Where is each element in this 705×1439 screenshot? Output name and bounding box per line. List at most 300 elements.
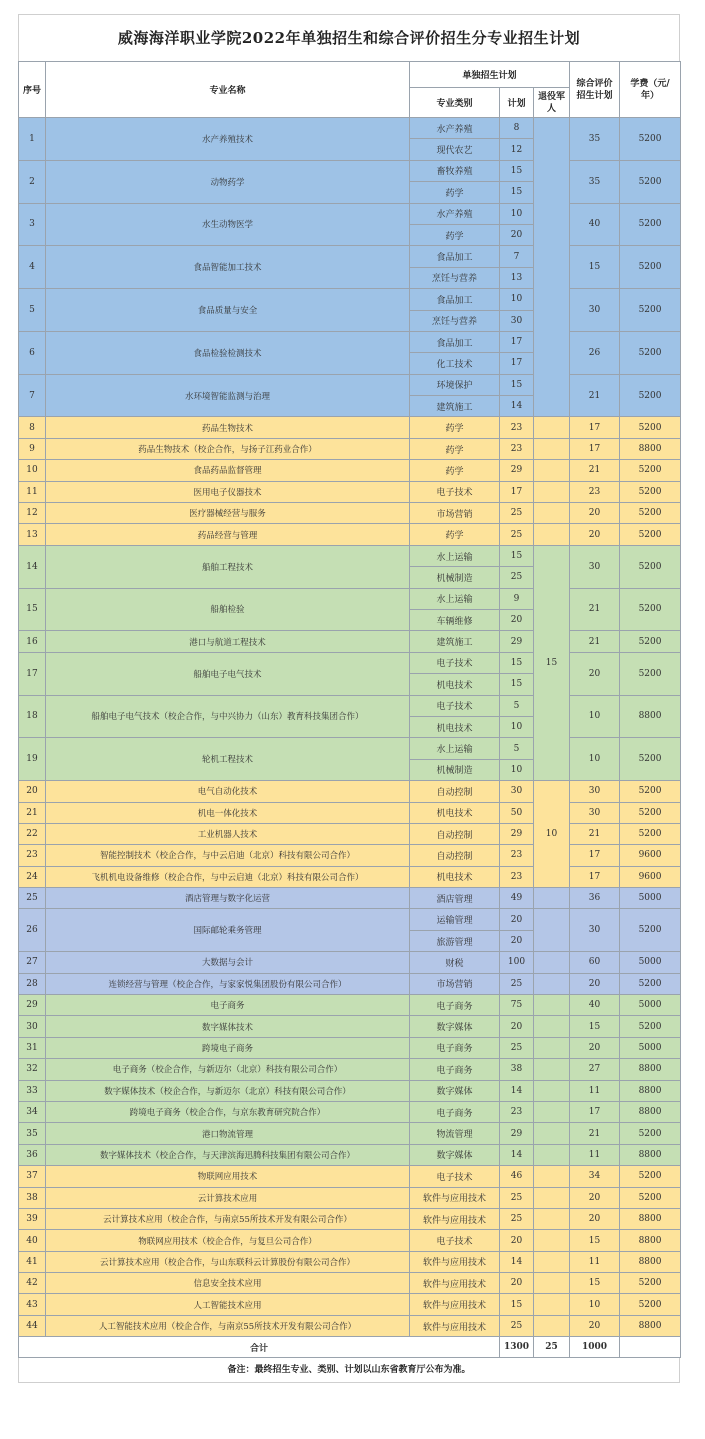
row-veteran bbox=[534, 438, 570, 459]
row-category: 机械制造 bbox=[410, 567, 500, 588]
row-tuition: 8800 bbox=[620, 1315, 681, 1336]
row-tuition: 5200 bbox=[620, 246, 681, 289]
header-single-plan: 单独招生计划 bbox=[410, 62, 570, 88]
row-tuition: 8800 bbox=[620, 1208, 681, 1229]
table-row bbox=[19, 909, 681, 930]
row-veteran bbox=[534, 1123, 570, 1144]
row-comprehensive: 20 bbox=[570, 973, 620, 994]
row-plan: 14 bbox=[500, 1080, 534, 1101]
row-tuition: 8800 bbox=[620, 1080, 681, 1101]
row-veteran bbox=[534, 1016, 570, 1037]
row-veteran bbox=[534, 1315, 570, 1336]
table-body bbox=[19, 118, 681, 1337]
row-plan: 20 bbox=[500, 930, 534, 951]
row-category: 软件与应用技术 bbox=[410, 1294, 500, 1315]
row-major-name: 跨境电子商务 bbox=[46, 1037, 410, 1058]
row-major-name: 医疗器械经营与服务 bbox=[46, 503, 410, 524]
row-major-name: 机电一体化技术 bbox=[46, 802, 410, 823]
row-comprehensive: 20 bbox=[570, 1208, 620, 1229]
row-category: 电子技术 bbox=[410, 481, 500, 502]
row-seq: 10 bbox=[19, 460, 46, 481]
row-major-name: 云计算技术应用（校企合作，与南京55所技术开发有限公司合作） bbox=[46, 1208, 410, 1229]
row-category: 现代农艺 bbox=[410, 139, 500, 160]
row-comprehensive: 10 bbox=[570, 1294, 620, 1315]
row-veteran bbox=[534, 1166, 570, 1187]
table-row bbox=[19, 481, 681, 502]
row-comprehensive: 15 bbox=[570, 1273, 620, 1294]
row-category: 机械制造 bbox=[410, 759, 500, 780]
row-category: 水上运输 bbox=[410, 738, 500, 759]
row-category: 数字媒体 bbox=[410, 1016, 500, 1037]
table-row bbox=[19, 1208, 681, 1229]
row-major-name: 大数据与会计 bbox=[46, 952, 410, 973]
row-category: 水产养殖 bbox=[410, 118, 500, 139]
row-tuition: 5000 bbox=[620, 1037, 681, 1058]
row-major-name: 人工智能技术应用（校企合作，与南京55所技术开发有限公司合作） bbox=[46, 1315, 410, 1336]
row-major-name: 食品检验检测技术 bbox=[46, 331, 410, 374]
row-category: 食品加工 bbox=[410, 246, 500, 267]
row-tuition: 5000 bbox=[620, 888, 681, 909]
row-category: 数字媒体 bbox=[410, 1080, 500, 1101]
row-major-name: 药品生物技术 bbox=[46, 417, 410, 438]
row-comprehensive: 20 bbox=[570, 652, 620, 695]
row-major-name: 动物药学 bbox=[46, 160, 410, 203]
row-veteran: 10 bbox=[534, 781, 570, 888]
header-name: 专业名称 bbox=[46, 62, 410, 118]
row-major-name: 食品智能加工技术 bbox=[46, 246, 410, 289]
row-major-name: 船舶工程技术 bbox=[46, 545, 410, 588]
table-row bbox=[19, 1294, 681, 1315]
row-comprehensive: 35 bbox=[570, 160, 620, 203]
row-tuition: 5200 bbox=[620, 652, 681, 695]
table-row bbox=[19, 738, 681, 759]
table-row bbox=[19, 588, 681, 609]
header-category: 专业类别 bbox=[410, 88, 500, 118]
row-major-name: 医用电子仪器技术 bbox=[46, 481, 410, 502]
row-seq: 2 bbox=[19, 160, 46, 203]
row-veteran bbox=[534, 1101, 570, 1122]
row-seq: 35 bbox=[19, 1123, 46, 1144]
row-category: 自动控制 bbox=[410, 845, 500, 866]
row-plan: 20 bbox=[500, 909, 534, 930]
header-veteran: 退役军人 bbox=[534, 88, 570, 118]
row-major-name: 水生动物医学 bbox=[46, 203, 410, 246]
row-major-name: 电子商务 bbox=[46, 995, 410, 1016]
row-tuition: 8800 bbox=[620, 1230, 681, 1251]
row-comprehensive: 21 bbox=[570, 460, 620, 481]
row-plan: 25 bbox=[500, 503, 534, 524]
row-plan: 10 bbox=[500, 289, 534, 310]
row-tuition: 5200 bbox=[620, 374, 681, 417]
row-comprehensive: 20 bbox=[570, 503, 620, 524]
row-plan: 49 bbox=[500, 888, 534, 909]
row-plan: 20 bbox=[500, 1230, 534, 1251]
row-category: 数字媒体 bbox=[410, 1144, 500, 1165]
row-veteran bbox=[534, 118, 570, 417]
row-veteran bbox=[534, 460, 570, 481]
row-veteran bbox=[534, 524, 570, 545]
row-category: 畜牧养殖 bbox=[410, 160, 500, 181]
row-veteran bbox=[534, 481, 570, 502]
row-plan: 46 bbox=[500, 1166, 534, 1187]
row-seq: 24 bbox=[19, 866, 46, 887]
row-comprehensive: 40 bbox=[570, 995, 620, 1016]
row-tuition: 8800 bbox=[620, 1101, 681, 1122]
row-seq: 27 bbox=[19, 952, 46, 973]
row-category: 物流管理 bbox=[410, 1123, 500, 1144]
row-tuition: 5200 bbox=[620, 524, 681, 545]
row-veteran bbox=[534, 1273, 570, 1294]
table-row bbox=[19, 1273, 681, 1294]
page-title: 威海海洋职业学院2022年单独招生和综合评价招生分专业招生计划 bbox=[18, 14, 680, 61]
row-category: 财税 bbox=[410, 952, 500, 973]
row-major-name: 食品药品监督管理 bbox=[46, 460, 410, 481]
row-comprehensive: 15 bbox=[570, 1016, 620, 1037]
row-category: 水上运输 bbox=[410, 588, 500, 609]
row-comprehensive: 34 bbox=[570, 1166, 620, 1187]
row-comprehensive: 35 bbox=[570, 118, 620, 161]
row-category: 药学 bbox=[410, 524, 500, 545]
row-tuition: 8800 bbox=[620, 1144, 681, 1165]
row-plan: 17 bbox=[500, 481, 534, 502]
table-row bbox=[19, 460, 681, 481]
row-major-name: 工业机器人技术 bbox=[46, 823, 410, 844]
row-plan: 100 bbox=[500, 952, 534, 973]
row-category: 药学 bbox=[410, 224, 500, 245]
row-seq: 7 bbox=[19, 374, 46, 417]
table-row bbox=[19, 1059, 681, 1080]
row-plan: 9 bbox=[500, 588, 534, 609]
table-row bbox=[19, 973, 681, 994]
table-row bbox=[19, 995, 681, 1016]
row-veteran bbox=[534, 1251, 570, 1272]
row-major-name: 轮机工程技术 bbox=[46, 738, 410, 781]
row-seq: 30 bbox=[19, 1016, 46, 1037]
row-category: 市场营销 bbox=[410, 503, 500, 524]
table-row bbox=[19, 331, 681, 352]
row-category: 软件与应用技术 bbox=[410, 1208, 500, 1229]
row-tuition: 5200 bbox=[620, 481, 681, 502]
row-major-name: 酒店管理与数字化运营 bbox=[46, 888, 410, 909]
row-major-name: 港口物流管理 bbox=[46, 1123, 410, 1144]
row-comprehensive: 21 bbox=[570, 588, 620, 631]
row-plan: 15 bbox=[500, 1294, 534, 1315]
row-category: 旅游管理 bbox=[410, 930, 500, 951]
row-comprehensive: 15 bbox=[570, 1230, 620, 1251]
row-veteran bbox=[534, 1080, 570, 1101]
row-veteran bbox=[534, 1059, 570, 1080]
table-row bbox=[19, 823, 681, 844]
total-row bbox=[19, 1337, 681, 1358]
row-comprehensive: 17 bbox=[570, 845, 620, 866]
row-category: 电子商务 bbox=[410, 1037, 500, 1058]
row-tuition: 5200 bbox=[620, 1294, 681, 1315]
row-category: 食品加工 bbox=[410, 331, 500, 352]
row-category: 运输管理 bbox=[410, 909, 500, 930]
table-row bbox=[19, 1251, 681, 1272]
row-category: 电子商务 bbox=[410, 995, 500, 1016]
table-row bbox=[19, 866, 681, 887]
row-plan: 12 bbox=[500, 139, 534, 160]
row-tuition: 5200 bbox=[620, 781, 681, 802]
row-seq: 39 bbox=[19, 1208, 46, 1229]
row-veteran bbox=[534, 1294, 570, 1315]
row-comprehensive: 36 bbox=[570, 888, 620, 909]
row-tuition: 5200 bbox=[620, 203, 681, 246]
table-row bbox=[19, 417, 681, 438]
row-major-name: 药品生物技术（校企合作，与扬子江药业合作） bbox=[46, 438, 410, 459]
row-seq: 20 bbox=[19, 781, 46, 802]
table-row bbox=[19, 1016, 681, 1037]
row-plan: 17 bbox=[500, 331, 534, 352]
row-seq: 21 bbox=[19, 802, 46, 823]
row-tuition: 5200 bbox=[620, 545, 681, 588]
row-tuition: 9600 bbox=[620, 845, 681, 866]
total-plan: 1300 bbox=[500, 1337, 534, 1358]
row-category: 建筑施工 bbox=[410, 396, 500, 417]
header-comprehensive: 综合评价招生计划 bbox=[570, 62, 620, 118]
row-plan: 23 bbox=[500, 438, 534, 459]
row-plan: 5 bbox=[500, 738, 534, 759]
row-major-name: 港口与航道工程技术 bbox=[46, 631, 410, 652]
table-row bbox=[19, 695, 681, 716]
row-tuition: 9600 bbox=[620, 866, 681, 887]
table-row bbox=[19, 952, 681, 973]
row-tuition: 5200 bbox=[620, 1273, 681, 1294]
total-label: 合计 bbox=[19, 1337, 500, 1358]
row-category: 自动控制 bbox=[410, 823, 500, 844]
row-tuition: 5200 bbox=[620, 909, 681, 952]
row-tuition: 5200 bbox=[620, 118, 681, 161]
row-tuition: 5200 bbox=[620, 1166, 681, 1187]
row-plan: 15 bbox=[500, 374, 534, 395]
row-category: 酒店管理 bbox=[410, 888, 500, 909]
row-veteran bbox=[534, 995, 570, 1016]
row-category: 电子技术 bbox=[410, 652, 500, 673]
row-seq: 14 bbox=[19, 545, 46, 588]
row-comprehensive: 40 bbox=[570, 203, 620, 246]
row-major-name: 物联网应用技术 bbox=[46, 1166, 410, 1187]
table-row bbox=[19, 1080, 681, 1101]
row-major-name: 数字媒体技术（校企合作，与新迈尔（北京）科技有限公司合作） bbox=[46, 1080, 410, 1101]
row-seq: 25 bbox=[19, 888, 46, 909]
row-plan: 23 bbox=[500, 845, 534, 866]
table-row bbox=[19, 524, 681, 545]
row-category: 软件与应用技术 bbox=[410, 1315, 500, 1336]
row-seq: 34 bbox=[19, 1101, 46, 1122]
row-major-name: 云计算技术应用 bbox=[46, 1187, 410, 1208]
row-category: 电子技术 bbox=[410, 695, 500, 716]
row-plan: 20 bbox=[500, 224, 534, 245]
row-plan: 30 bbox=[500, 310, 534, 331]
row-veteran bbox=[534, 909, 570, 952]
row-plan: 25 bbox=[500, 1037, 534, 1058]
row-category: 食品加工 bbox=[410, 289, 500, 310]
row-tuition: 5200 bbox=[620, 160, 681, 203]
row-major-name: 跨境电子商务（校企合作，与京东教育研究院合作） bbox=[46, 1101, 410, 1122]
row-comprehensive: 30 bbox=[570, 289, 620, 332]
row-veteran bbox=[534, 1144, 570, 1165]
row-seq: 22 bbox=[19, 823, 46, 844]
row-plan: 15 bbox=[500, 160, 534, 181]
row-tuition: 8800 bbox=[620, 695, 681, 738]
table-row bbox=[19, 1230, 681, 1251]
row-plan: 5 bbox=[500, 695, 534, 716]
row-comprehensive: 30 bbox=[570, 781, 620, 802]
row-seq: 6 bbox=[19, 331, 46, 374]
row-plan: 29 bbox=[500, 823, 534, 844]
row-plan: 25 bbox=[500, 524, 534, 545]
row-plan: 14 bbox=[500, 1251, 534, 1272]
row-major-name: 水环境智能监测与治理 bbox=[46, 374, 410, 417]
row-seq: 42 bbox=[19, 1273, 46, 1294]
row-plan: 20 bbox=[500, 1016, 534, 1037]
row-major-name: 国际邮轮乘务管理 bbox=[46, 909, 410, 952]
row-seq: 29 bbox=[19, 995, 46, 1016]
row-plan: 38 bbox=[500, 1059, 534, 1080]
row-plan: 17 bbox=[500, 353, 534, 374]
table-row bbox=[19, 888, 681, 909]
row-seq: 8 bbox=[19, 417, 46, 438]
row-category: 车辆维修 bbox=[410, 609, 500, 630]
table-row bbox=[19, 1144, 681, 1165]
row-veteran bbox=[534, 973, 570, 994]
row-plan: 29 bbox=[500, 1123, 534, 1144]
row-seq: 40 bbox=[19, 1230, 46, 1251]
enrollment-plan-sheet bbox=[18, 14, 680, 1383]
table-row bbox=[19, 1315, 681, 1336]
row-plan: 29 bbox=[500, 631, 534, 652]
row-seq: 11 bbox=[19, 481, 46, 502]
row-plan: 15 bbox=[500, 652, 534, 673]
row-category: 软件与应用技术 bbox=[410, 1273, 500, 1294]
row-major-name: 云计算技术应用（校企合作，与山东联科云计算股份有限公司合作） bbox=[46, 1251, 410, 1272]
row-seq: 3 bbox=[19, 203, 46, 246]
row-tuition: 5200 bbox=[620, 289, 681, 332]
row-plan: 15 bbox=[500, 182, 534, 203]
table-row bbox=[19, 503, 681, 524]
row-category: 水上运输 bbox=[410, 545, 500, 566]
row-category: 机电技术 bbox=[410, 802, 500, 823]
row-plan: 14 bbox=[500, 1144, 534, 1165]
row-tuition: 5200 bbox=[620, 738, 681, 781]
row-category: 化工技术 bbox=[410, 353, 500, 374]
row-veteran bbox=[534, 888, 570, 909]
row-plan: 29 bbox=[500, 460, 534, 481]
table-row bbox=[19, 652, 681, 673]
row-comprehensive: 11 bbox=[570, 1251, 620, 1272]
row-veteran bbox=[534, 952, 570, 973]
row-tuition: 5200 bbox=[620, 1187, 681, 1208]
header-seq: 序号 bbox=[19, 62, 46, 118]
row-seq: 15 bbox=[19, 588, 46, 631]
row-tuition: 5200 bbox=[620, 1016, 681, 1037]
row-category: 电子商务 bbox=[410, 1059, 500, 1080]
row-seq: 5 bbox=[19, 289, 46, 332]
row-seq: 12 bbox=[19, 503, 46, 524]
row-tuition: 5200 bbox=[620, 588, 681, 631]
row-veteran bbox=[534, 1208, 570, 1229]
total-veteran: 25 bbox=[534, 1337, 570, 1358]
row-plan: 20 bbox=[500, 1273, 534, 1294]
row-category: 机电技术 bbox=[410, 674, 500, 695]
row-tuition: 5200 bbox=[620, 1123, 681, 1144]
row-comprehensive: 17 bbox=[570, 1101, 620, 1122]
row-comprehensive: 20 bbox=[570, 524, 620, 545]
row-category: 药学 bbox=[410, 182, 500, 203]
row-plan: 25 bbox=[500, 1187, 534, 1208]
table-row bbox=[19, 289, 681, 310]
row-comprehensive: 11 bbox=[570, 1080, 620, 1101]
row-comprehensive: 30 bbox=[570, 545, 620, 588]
row-major-name: 药品经营与管理 bbox=[46, 524, 410, 545]
row-category: 电子技术 bbox=[410, 1166, 500, 1187]
table-row bbox=[19, 1187, 681, 1208]
row-major-name: 电气自动化技术 bbox=[46, 781, 410, 802]
row-comprehensive: 60 bbox=[570, 952, 620, 973]
row-plan: 15 bbox=[500, 545, 534, 566]
row-plan: 23 bbox=[500, 417, 534, 438]
row-plan: 50 bbox=[500, 802, 534, 823]
row-plan: 23 bbox=[500, 866, 534, 887]
total-tuition bbox=[620, 1337, 681, 1358]
row-comprehensive: 17 bbox=[570, 866, 620, 887]
table-row bbox=[19, 545, 681, 566]
row-plan: 20 bbox=[500, 609, 534, 630]
table-row bbox=[19, 845, 681, 866]
row-major-name: 食品质量与安全 bbox=[46, 289, 410, 332]
row-seq: 37 bbox=[19, 1166, 46, 1187]
row-tuition: 5200 bbox=[620, 417, 681, 438]
table-row bbox=[19, 160, 681, 181]
row-plan: 14 bbox=[500, 396, 534, 417]
header-plan: 计划 bbox=[500, 88, 534, 118]
table-row bbox=[19, 1123, 681, 1144]
row-comprehensive: 11 bbox=[570, 1144, 620, 1165]
row-comprehensive: 21 bbox=[570, 631, 620, 652]
table-row bbox=[19, 438, 681, 459]
row-major-name: 数字媒体技术 bbox=[46, 1016, 410, 1037]
row-comprehensive: 10 bbox=[570, 695, 620, 738]
row-comprehensive: 30 bbox=[570, 909, 620, 952]
row-comprehensive: 17 bbox=[570, 438, 620, 459]
row-category: 软件与应用技术 bbox=[410, 1251, 500, 1272]
row-major-name: 船舶电子电气技术 bbox=[46, 652, 410, 695]
row-comprehensive: 20 bbox=[570, 1187, 620, 1208]
row-seq: 44 bbox=[19, 1315, 46, 1336]
row-major-name: 船舶电子电气技术（校企合作，与中兴协力（山东）教育科技集团合作） bbox=[46, 695, 410, 738]
row-plan: 25 bbox=[500, 1208, 534, 1229]
row-major-name: 人工智能技术应用 bbox=[46, 1294, 410, 1315]
row-category: 市场营销 bbox=[410, 973, 500, 994]
row-category: 药学 bbox=[410, 438, 500, 459]
row-major-name: 连锁经营与管理（校企合作，与家家悦集团股份有限公司合作） bbox=[46, 973, 410, 994]
row-comprehensive: 17 bbox=[570, 417, 620, 438]
footnote: 备注：最终招生专业、类别、计划以山东省教育厅公布为准。 bbox=[18, 1358, 680, 1383]
row-veteran bbox=[534, 1037, 570, 1058]
table-row bbox=[19, 374, 681, 395]
row-seq: 38 bbox=[19, 1187, 46, 1208]
enrollment-table bbox=[18, 61, 681, 1358]
row-major-name: 水产养殖技术 bbox=[46, 118, 410, 161]
row-plan: 15 bbox=[500, 674, 534, 695]
row-major-name: 物联网应用技术（校企合作，与复旦公司合作） bbox=[46, 1230, 410, 1251]
row-veteran: 15 bbox=[534, 545, 570, 780]
row-tuition: 8800 bbox=[620, 1059, 681, 1080]
row-plan: 25 bbox=[500, 567, 534, 588]
row-category: 电子技术 bbox=[410, 1230, 500, 1251]
table-row bbox=[19, 781, 681, 802]
